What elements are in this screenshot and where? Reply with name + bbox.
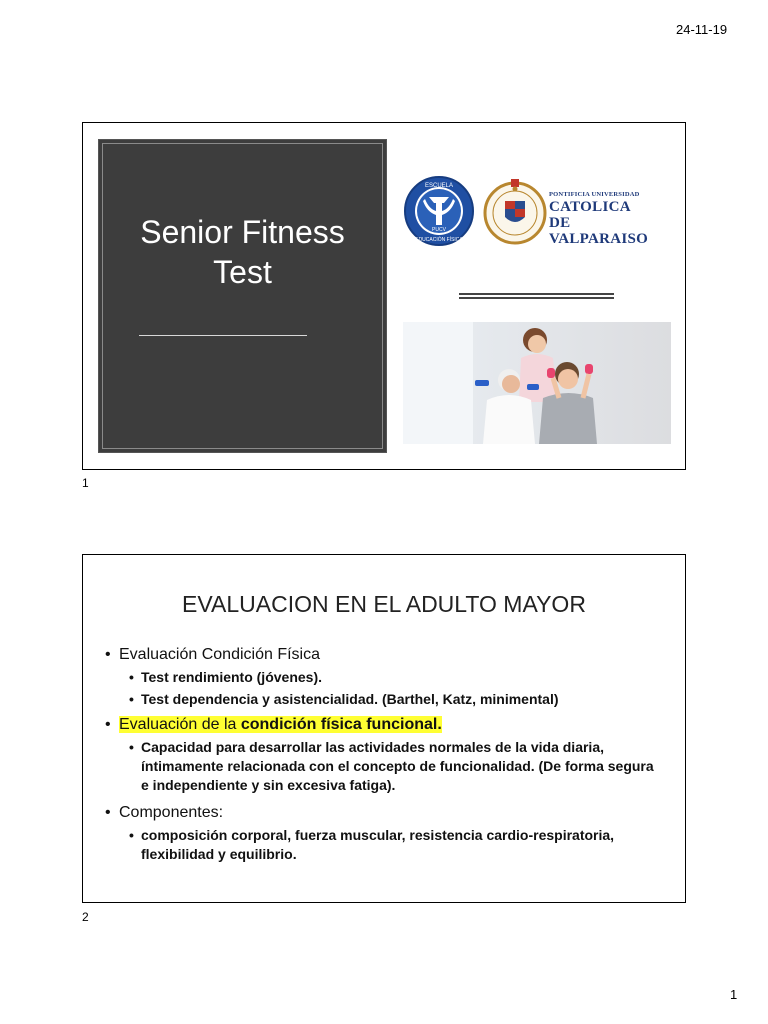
title-underline	[139, 335, 307, 336]
sub-bullet-test-rendimiento: • Test rendimiento (jóvenes).	[105, 668, 665, 687]
escuela-center-text: PUCV	[432, 227, 446, 233]
seniors-exercise-photo	[403, 322, 671, 444]
bullet-list	[105, 645, 665, 867]
slide-1	[82, 122, 686, 470]
header-date: 24-11-19	[676, 22, 728, 37]
title-line-2: Test	[213, 254, 272, 290]
escuela-ring-top-text: ESCUELA	[424, 183, 454, 189]
escuela-educacion-fisica-logo	[403, 175, 475, 247]
bullet-2-bold: condición física funcional.	[240, 716, 442, 733]
page-number: 1	[730, 987, 738, 1002]
pucv-wordmark-line-1: CATOLICA	[549, 199, 631, 215]
title-panel	[98, 139, 387, 453]
slide-2	[82, 554, 686, 903]
slide-title	[99, 212, 386, 292]
double-divider	[459, 293, 614, 299]
pucv-wordmark-small: PONTIFICIA UNIVERSIDAD	[549, 191, 640, 198]
slide-2-title: EVALUACION EN EL ADULTO MAYOR	[182, 591, 586, 617]
sub-bullet-test-dependencia: • Test dependencia y asistencialidad. (Barthel, Katz, minimental)	[105, 690, 665, 709]
bullet-evaluacion-condicion-fisica: • Evaluación Condición Física	[105, 645, 665, 665]
slide-number-1: 1	[82, 476, 89, 490]
bullet-componentes: • Componentes:	[105, 803, 665, 823]
escuela-ring-bottom-text: EDUCACIÓN FÍSICA	[415, 237, 463, 243]
bullet-2-prefix: Evaluación de la	[119, 716, 241, 733]
pucv-seal-logo	[483, 175, 547, 247]
slide-number-2: 2	[82, 910, 89, 924]
title-panel-frame	[102, 143, 383, 449]
highlighted-text	[119, 716, 442, 733]
pucv-wordmark	[549, 191, 673, 247]
sub-bullet-capacidad: • Capacidad para desarrollar las actividades normales de la vida diaria, íntimamente relacionada con el concepto de funcionalidad. (De forma segura e independiente y sin excesiva fatiga).	[105, 738, 665, 795]
pucv-wordmark-line-2: DE VALPARAISO	[549, 215, 649, 247]
logo-group	[403, 175, 673, 251]
bullet-condicion-funcional	[105, 715, 665, 735]
sub-bullet-componentes-list: • composición corporal, fuerza muscular, resistencia cardio-respiratoria, flexibilidad y equilibrio.	[105, 826, 665, 864]
title-line-1: Senior Fitness	[140, 214, 345, 250]
